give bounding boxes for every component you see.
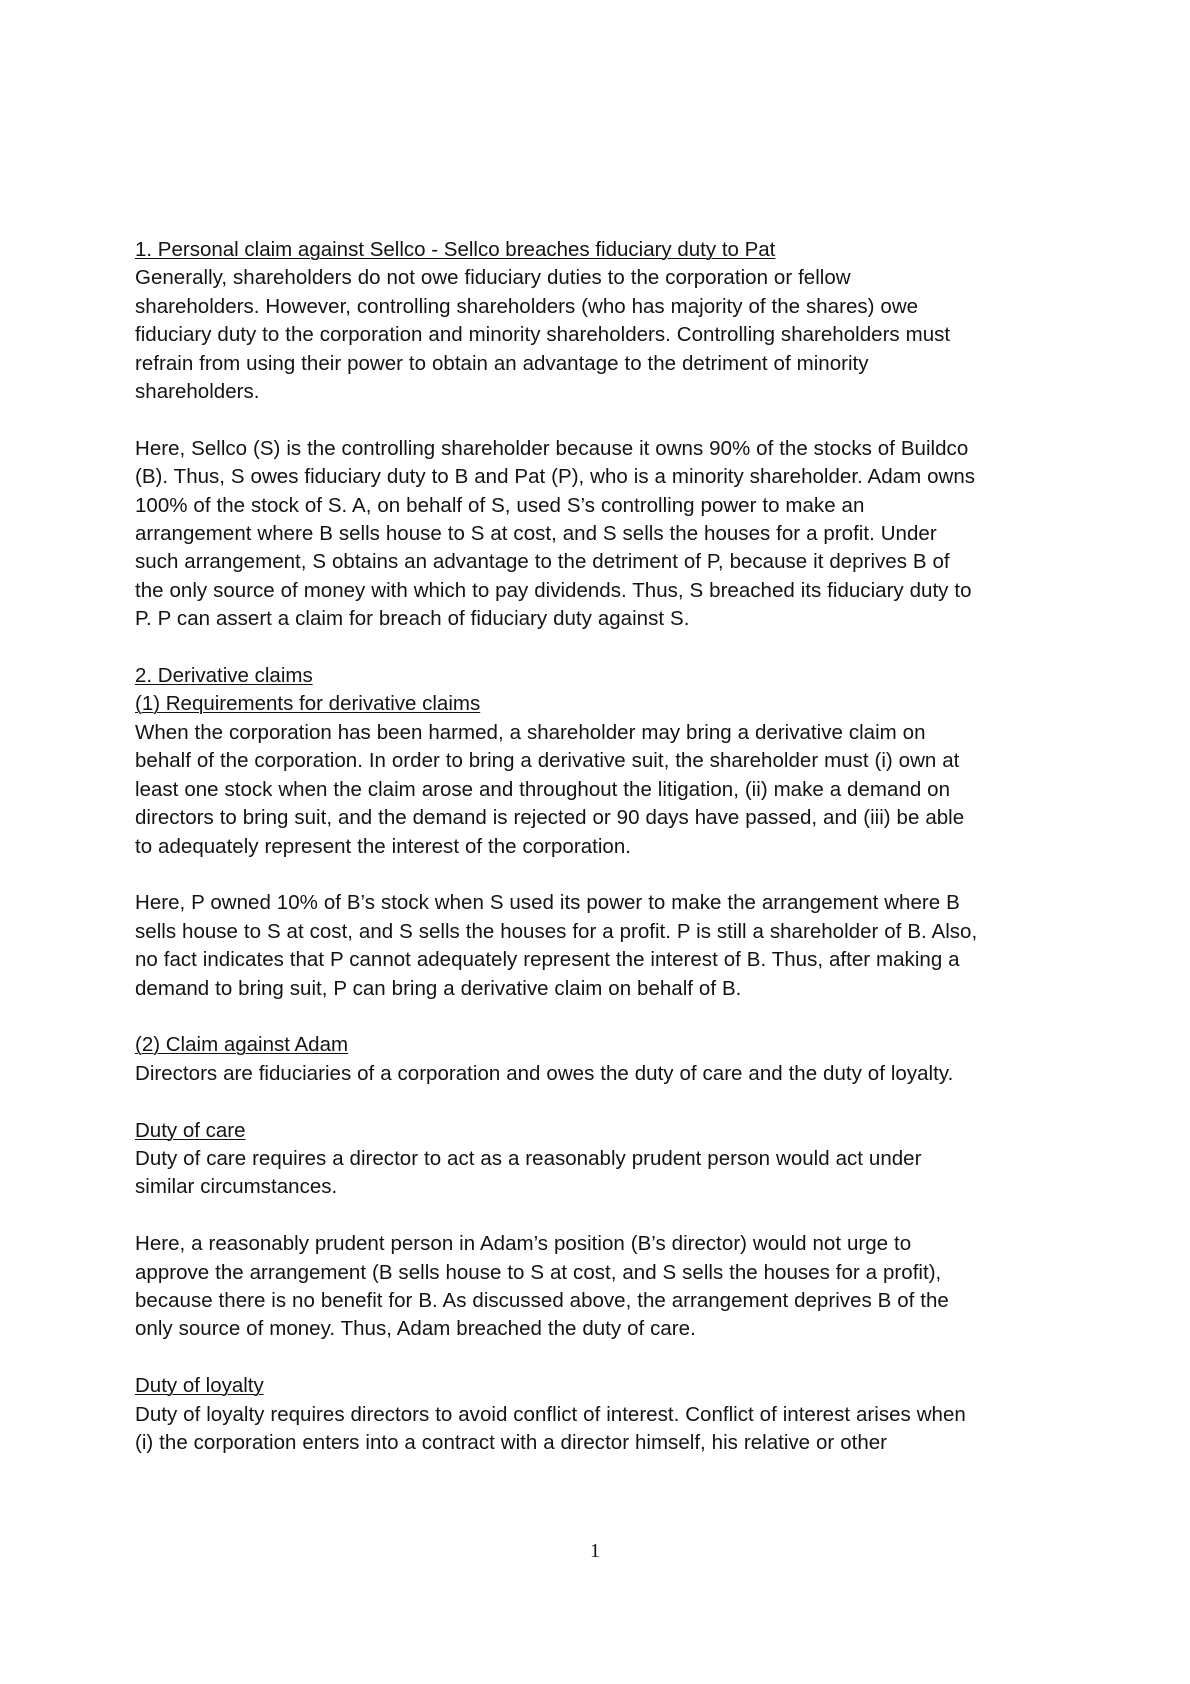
body-paragraph: Here, Sellco (S) is the controlling shareholder because it owns 90% of the stocks of Buildco (B). Thus, S owes fiduciary duty to B and Pat (P), who is a minority shareholder. Adam owns 100% of the stock of S. A, on behalf of S, used S’s controlling power to make an arrangement where B sells house to S at cost, and S sells the houses for a profit. Under such arrangement, S obtains an advantage to the detriment of P, because it deprives B of the only source of money with which to pay dividends. Thus, S breached its fiduciary duty to P. P can assert a claim for breach of fiduciary duty against S. — [135, 436, 976, 631]
paragraph-spacer — [135, 1344, 980, 1372]
paragraph-spacer — [135, 406, 980, 434]
section-heading — [135, 662, 980, 690]
page-number-footer — [0, 1540, 1190, 1563]
section-heading — [135, 1031, 980, 1059]
section-heading — [135, 236, 980, 264]
body-paragraph: Directors are fiduciaries of a corporation and owes the duty of care and the duty of loyalty. — [135, 1061, 954, 1085]
paragraph-spacer — [135, 1088, 980, 1116]
body-paragraph: Duty of care requires a director to act as a reasonably prudent person would act under similar circumstances. — [135, 1146, 922, 1199]
document-body — [135, 236, 980, 1457]
body-paragraph: When the corporation has been harmed, a shareholder may bring a derivative claim on behalf of the corporation. In order to bring a derivative suit, the shareholder must (i) own at least one stock when the claim arose and throughout the litigation, (ii) make a demand on directors to bring suit, and the demand is rejected or 90 days have passed, and (iii) be able to adequately represent the interest of the corporation. — [135, 720, 965, 858]
section-heading-text: (2) Claim against Adam — [135, 1033, 349, 1057]
paragraph-spacer — [135, 634, 980, 662]
paragraph-spacer — [135, 1003, 980, 1031]
section-heading — [135, 1117, 980, 1145]
section-heading-text: Duty of care — [135, 1118, 246, 1142]
page-number: 1 — [590, 1540, 600, 1562]
section-heading-text: (1) Requirements for derivative claims — [135, 692, 481, 716]
section-heading — [135, 1372, 980, 1400]
body-paragraph: Generally, shareholders do not owe fiduciary duties to the corporation or fellow shareholders. However, controlling shareholders (who has majority of the shares) owe fiduciary duty to the corporation and minority shareholders. Controlling shareholders must refrain from using their power to obtain an advantage to the detriment of minority shareholders. — [135, 266, 951, 404]
section-heading-text: 1. Personal claim against Sellco - Sellco breaches fiduciary duty to Pat — [135, 238, 776, 261]
section-heading-text: Duty of loyalty — [135, 1374, 264, 1398]
paragraph-spacer — [135, 861, 980, 889]
body-paragraph: Here, P owned 10% of B’s stock when S used its power to make the arrangement where B sells house to S at cost, and S sells the houses for a profit. P is still a shareholder of B. Also, no fact indicates that P cannot adequately represent the interest of B. Thus, after making a demand to bring suit, P can bring a derivative claim on behalf of B. — [135, 891, 978, 1000]
section-heading-text: 2. Derivative claims — [135, 664, 313, 688]
paragraph-spacer — [135, 1202, 980, 1230]
body-paragraph: Duty of loyalty requires directors to avoid conflict of interest. Conflict of interest arises when (i) the corporation enters into a contract with a director himself, his relative or other — [135, 1402, 966, 1454]
section-heading — [135, 690, 980, 718]
body-paragraph: Here, a reasonably prudent person in Adam’s position (B’s director) would not urge to approve the arrangement (B sells house to S at cost, and S sells the houses for a profit), because there is no benefit for B. As discussed above, the arrangement deprives B of the only source of money. Thus, Adam breached the duty of care. — [135, 1232, 949, 1341]
